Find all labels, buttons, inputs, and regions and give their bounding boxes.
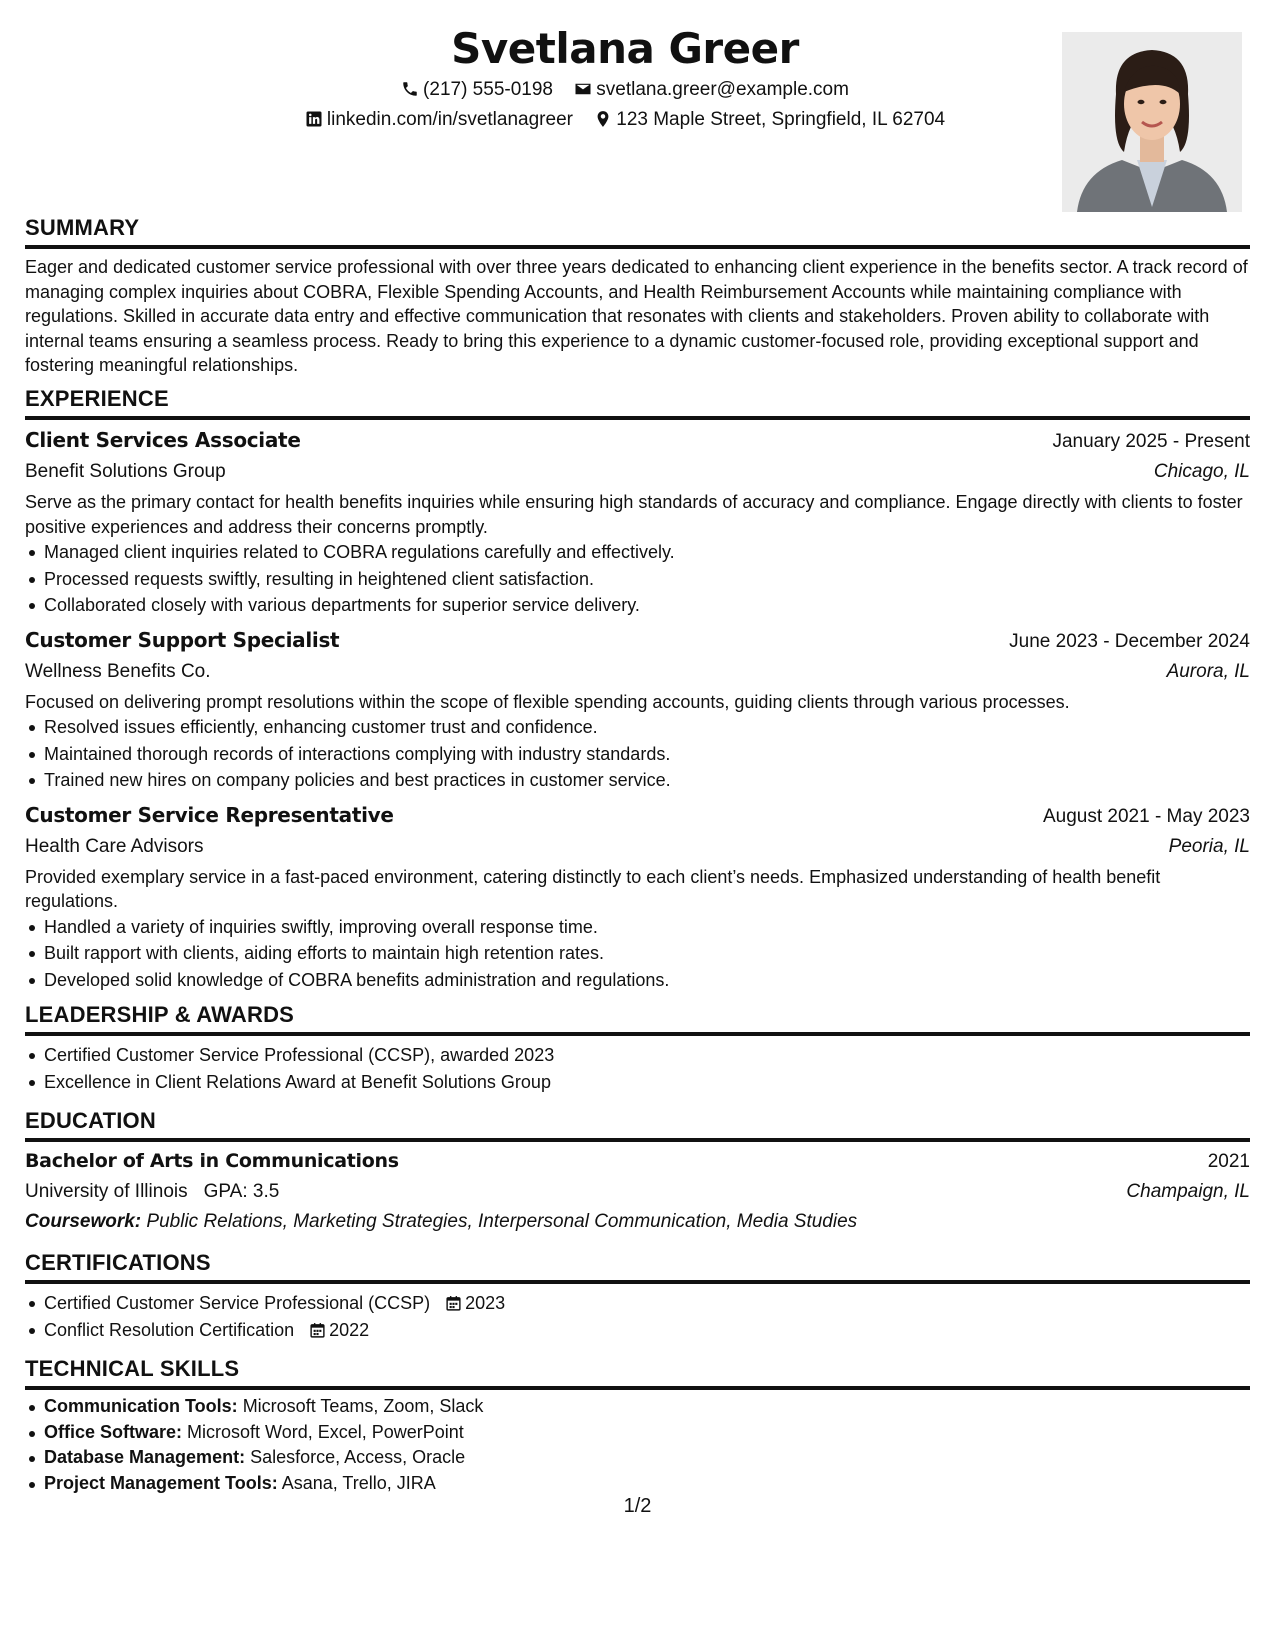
certifications-list xyxy=(25,1290,1250,1343)
phone-item xyxy=(401,76,553,104)
section-divider xyxy=(25,245,1250,249)
coursework xyxy=(25,1207,1250,1237)
list-item: Trained new hires on company policies and best practices in customer service. xyxy=(25,767,1250,794)
candidate-name: Svetlana Greer xyxy=(451,24,799,73)
awards-section xyxy=(25,1001,1250,1095)
summary-section xyxy=(25,214,1250,378)
list-item: Maintained thorough records of interactions complying with industry standards. xyxy=(25,741,1250,768)
linkedin-text[interactable]: linkedin.com/in/svetlanagreer xyxy=(326,109,573,130)
list-item xyxy=(25,1471,1250,1497)
awards-list xyxy=(25,1042,1250,1095)
skill-label: Database Management: xyxy=(44,1447,246,1467)
list-item xyxy=(25,1394,1250,1420)
contact-line-1 xyxy=(25,76,1225,104)
skill-value: Microsoft Word, Excel, PowerPoint xyxy=(187,1421,464,1442)
section-title: EXPERIENCE xyxy=(25,386,169,411)
list-item xyxy=(25,1420,1250,1446)
contact-line-2 xyxy=(25,106,1225,134)
job-entry xyxy=(25,625,1250,794)
section-title: EDUCATION xyxy=(25,1108,156,1133)
certifications-section xyxy=(25,1249,1250,1343)
job-subheader xyxy=(25,457,1250,487)
section-title: LEADERSHIP & AWARDS xyxy=(25,1002,295,1027)
section-title: TECHNICAL SKILLS xyxy=(25,1356,240,1381)
section-divider xyxy=(25,1032,1250,1036)
calendar-icon xyxy=(445,1295,462,1312)
list-item: Certified Customer Service Professional (CCSP), awarded 2023 xyxy=(25,1042,1250,1069)
job-title: Client Services Associate xyxy=(25,428,301,452)
page-number: 1/2 xyxy=(623,1495,652,1517)
graduation-year: 2021 xyxy=(1207,1151,1250,1172)
list-item: Excellence in Client Relations Award at Benefit Solutions Group xyxy=(25,1069,1250,1096)
job-company: Health Care Advisors xyxy=(25,835,204,857)
job-bullets xyxy=(25,914,1250,994)
linkedin-icon xyxy=(305,110,323,128)
job-location: Peoria, IL xyxy=(1168,835,1250,857)
certification-name: Conflict Resolution Certification xyxy=(44,1319,295,1340)
certification-year: 2022 xyxy=(329,1319,370,1340)
section-divider xyxy=(25,1280,1250,1284)
list-item: Managed client inquiries related to COBRA regulations carefully and effectively. xyxy=(25,539,1250,566)
list-item xyxy=(25,1290,1250,1317)
job-dates: January 2025 - Present xyxy=(1052,431,1250,452)
experience-section xyxy=(25,385,1250,993)
profile-photo xyxy=(1062,32,1242,212)
phone-text: (217) 555-0198 xyxy=(423,79,553,100)
school-info xyxy=(25,1177,279,1207)
certification-name: Certified Customer Service Professional (CCSP) xyxy=(44,1293,431,1313)
school-location: Champaign, IL xyxy=(1126,1181,1250,1202)
job-subheader xyxy=(25,657,1250,687)
job-location: Aurora, IL xyxy=(1166,660,1250,682)
job-bullets xyxy=(25,714,1250,794)
section-divider xyxy=(25,1138,1250,1142)
job-header xyxy=(25,625,1250,657)
coursework-label: Coursework: xyxy=(25,1211,142,1232)
job-subheader xyxy=(25,832,1250,862)
job-dates: June 2023 - December 2024 xyxy=(1009,630,1250,652)
skills-section xyxy=(25,1355,1250,1496)
education-header xyxy=(25,1146,1250,1177)
phone-icon xyxy=(401,80,419,98)
education-section xyxy=(25,1107,1250,1237)
skill-label: Project Management Tools: xyxy=(44,1472,278,1493)
skill-label: Office Software: xyxy=(44,1421,183,1442)
resume-header xyxy=(25,24,1225,134)
list-item: Collaborated closely with various departments for superior service delivery. xyxy=(25,592,1250,619)
resume-page xyxy=(25,0,1250,1650)
list-item: Processed requests swiftly, resulting in heightened client satisfaction. xyxy=(25,566,1250,593)
address-text: 123 Maple Street, Springfield, IL 62704 xyxy=(616,109,946,130)
education-subheader xyxy=(25,1177,1250,1207)
coursework-list: Public Relations, Marketing Strategies, Interpersonal Communication, Media Studies xyxy=(146,1211,858,1232)
section-divider xyxy=(25,416,1250,420)
summary-text: Eager and dedicated customer service professional with over three years dedicated to enhancing client experience in the benefits sector. A track record of managing complex inquiries about COBRA, Flexible Spending Accounts, and Health Reimbursement Accounts while maintaining compliance with regulations. Skilled in accurate data entry and effective communication that resonates with clients and stakeholders. Proven ability to collaborate with internal teams ensuring a seamless process. Ready to bring this experience to a dynamic customer-focused role, providing exceptional support and fostering meaningful relationships. xyxy=(25,257,1248,375)
school-name: University of Illinois xyxy=(25,1181,188,1202)
job-header xyxy=(25,425,1250,457)
skill-label: Communication Tools: xyxy=(44,1396,238,1416)
linkedin-item[interactable] xyxy=(305,106,573,134)
job-title: Customer Support Specialist xyxy=(25,627,340,652)
job-title: Customer Service Representative xyxy=(25,802,394,827)
envelope-icon xyxy=(574,80,592,98)
address-item xyxy=(594,106,945,134)
email-item[interactable] xyxy=(574,76,849,104)
map-pin-icon xyxy=(594,110,612,128)
job-location: Chicago, IL xyxy=(1153,461,1250,482)
list-item: Resolved issues efficiently, enhancing customer trust and confidence. xyxy=(25,714,1250,741)
job-entry xyxy=(25,800,1250,994)
certification-year: 2023 xyxy=(465,1293,506,1313)
section-divider xyxy=(25,1386,1250,1390)
section-title: CERTIFICATIONS xyxy=(25,1250,211,1275)
job-description: Provided exemplary service in a fast-paced environment, catering distinctly to each client’s needs. Emphasized understanding of health benefit regulations. xyxy=(25,866,1161,911)
job-header xyxy=(25,800,1250,832)
list-item: Handled a variety of inquiries swiftly, improving overall response time. xyxy=(25,914,1250,941)
job-company: Wellness Benefits Co. xyxy=(25,660,211,682)
skills-list xyxy=(25,1394,1250,1496)
email-text[interactable]: svetlana.greer@example.com xyxy=(596,79,849,100)
job-description: Focused on delivering prompt resolutions within the scope of flexible spending accounts, guiding clients through various processes. xyxy=(25,691,1070,712)
job-bullets xyxy=(25,539,1250,619)
skill-value: Microsoft Teams, Zoom, Slack xyxy=(242,1396,484,1416)
list-item xyxy=(25,1317,1250,1344)
job-company: Benefit Solutions Group xyxy=(25,461,226,482)
list-item xyxy=(25,1445,1250,1471)
gpa: GPA: 3.5 xyxy=(203,1181,280,1202)
job-description: Serve as the primary contact for health benefits inquiries while ensuring high standards of accuracy and compliance. Engage directly with clients to foster positive experiences and address their concerns promptly. xyxy=(25,492,1243,537)
list-item: Developed solid knowledge of COBRA benefits administration and regulations. xyxy=(25,967,1250,994)
section-title: SUMMARY xyxy=(25,215,140,240)
calendar-icon xyxy=(309,1322,326,1339)
job-dates: August 2021 - May 2023 xyxy=(1042,805,1250,827)
skill-value: Asana, Trello, JIRA xyxy=(281,1472,436,1493)
list-item: Built rapport with clients, aiding efforts to maintain high retention rates. xyxy=(25,940,1250,967)
portrait-illustration xyxy=(1062,32,1242,212)
degree: Bachelor of Arts in Communications xyxy=(25,1150,399,1172)
skill-value: Salesforce, Access, Oracle xyxy=(250,1447,466,1467)
job-entry xyxy=(25,425,1250,619)
